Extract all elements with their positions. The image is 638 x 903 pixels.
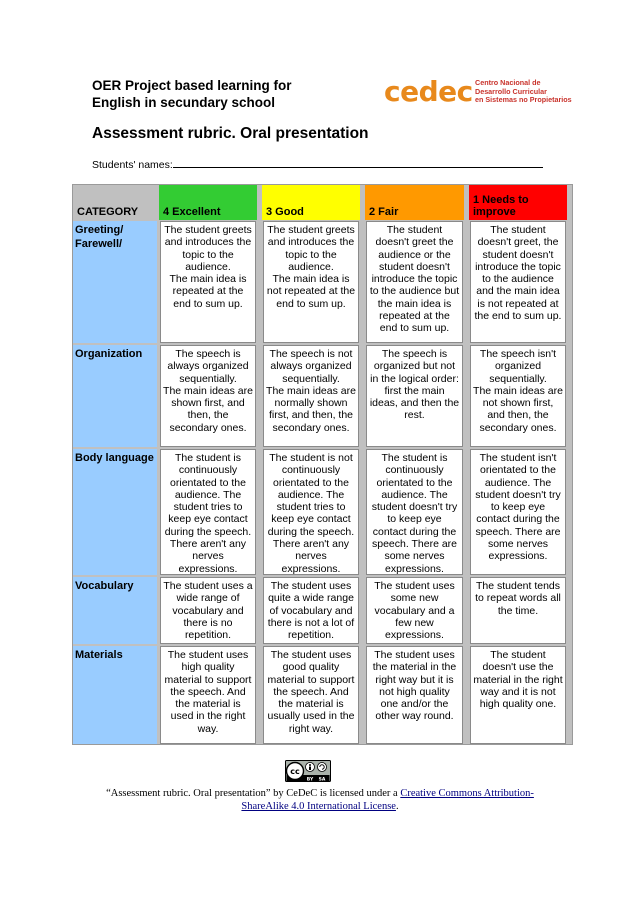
rubric-cell: The student uses good quality material to support the speech. And the material is usually used in the right way. [263, 646, 359, 744]
rubric-category-1: Organization [73, 345, 157, 447]
rubric-cell: The student doesn't use the material in the right way and it is not high quality one. [470, 646, 566, 744]
rubric-cell: The speech is always organized sequentially. The main ideas are shown first, and then, the secondary ones. [160, 345, 256, 447]
rubric-cell: The speech is organized but not in the logical order: first the main ideas, and then the rest. [366, 345, 463, 447]
logo-word: cedec [384, 75, 473, 108]
students-label: Students' names: [92, 159, 173, 171]
cc-by-label: BY [306, 777, 314, 782]
cedec-logo [384, 77, 574, 107]
license-link[interactable]: Creative Commons Attribution-ShareAlike 4.0 International License [241, 788, 534, 812]
project-header [92, 77, 292, 111]
rubric-cell: The student uses quite a wide range of vocabulary and there is not a lot of repetition. [263, 577, 359, 644]
logo-sub-line-1: Centro Nacional de [475, 78, 541, 87]
rubric-cell: The student uses the material in the right way but it is not high quality one and/or the other way round. [366, 646, 463, 744]
rubric-header-1: 4 Excellent [159, 185, 257, 220]
page-title: Assessment rubric. Oral presentation [92, 125, 369, 142]
students-names-line[interactable] [173, 158, 543, 168]
rubric-table [72, 184, 573, 745]
rubric-cell: The student is continuously orientated to the audience. The student tries to keep eye contact during the speech. There aren't any nerves expressions. [160, 449, 256, 575]
rubric-cell: The student greets and introduces the topic to the audience. The main idea is repeated at the end to sum up. [160, 221, 256, 343]
header-line-2: English in secundary school [92, 95, 276, 110]
rubric-header-3: 2 Fair [365, 185, 464, 220]
rubric-cell: The student uses high quality material to support the speech. And the material is used in the right way. [160, 646, 256, 744]
svg-text:cc: cc [290, 767, 300, 776]
rubric-cell: The speech isn't organized sequentially. The main ideas are not shown first, and then, the secondary ones. [470, 345, 566, 447]
logo-sub-line-3: en Sistemas no Propietarios [475, 95, 572, 105]
logo-subtitle [475, 79, 572, 105]
rubric-cell: The student tends to repeat words all the time. [470, 577, 566, 644]
students-names-field [92, 158, 543, 171]
rubric-category-4: Materials [73, 646, 157, 744]
rubric-category-2: Body language [73, 449, 157, 575]
rubric-header-4: 1 Needs to improve [469, 185, 567, 220]
rubric-cell: The student is continuously orientated to the audience. The student doesn't try to keep eye contact during the speech. There are some nerves expressions. [366, 449, 463, 575]
license-suffix: . [395, 800, 399, 812]
rubric-cell: The student uses a wide range of vocabulary and there is no repetition. [160, 577, 256, 644]
license-prefix: “Assessment rubric. Oral presentation” by CeDeC is licensed under a [106, 788, 401, 799]
rubric-cell: The speech is not always organized sequentially. The main ideas are normally shown first, and then, the secondary ones. [263, 345, 359, 447]
header-line-1: OER Project based learning for [92, 78, 292, 93]
rubric-cell: The student isn't orientated to the audience. The student doesn't try to keep eye contact during the speech. There are some nerves expressions. [470, 449, 566, 575]
rubric-category-0: Greeting/ Farewell/ [73, 221, 157, 343]
rubric-header-2: 3 Good [262, 185, 360, 220]
rubric-cell: The student doesn't greet the audience or the student doesn't introduce the topic to the audience but the main idea is repeated at the end to sum up. [366, 221, 463, 343]
cc-by-sa-icon [285, 760, 331, 782]
rubric-cell: The student doesn't greet, the student doesn't introduce the topic to the audience and the main idea is not repeated at the end to sum up. [470, 221, 566, 343]
logo-sub-line-2: Desarrollo Curricular [475, 86, 547, 96]
rubric-cell: The student greets and introduces the topic to the audience. The main idea is not repeated at the end to sum up. [263, 221, 359, 343]
rubric-header-0: CATEGORY [73, 185, 159, 220]
cc-sa-label: SA [318, 777, 326, 782]
rubric-cell: The student is not continuously orientated to the audience. The student tries to keep eye contact during the speech. There aren't any nerves expressions. [263, 449, 359, 575]
rubric-cell: The student uses some new vocabulary and a few new expressions. [366, 577, 463, 644]
rubric-category-3: Vocabulary [73, 577, 157, 644]
license-notice [90, 788, 550, 813]
